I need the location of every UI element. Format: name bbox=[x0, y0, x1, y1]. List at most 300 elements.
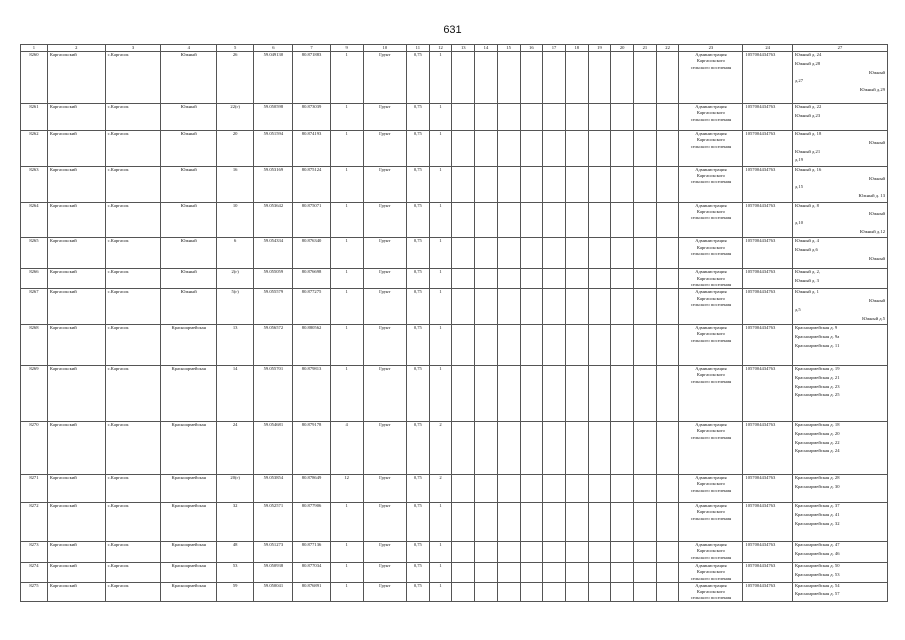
empty-cell bbox=[452, 131, 475, 167]
column-header: 9 bbox=[330, 45, 363, 52]
owner-line: сельского поселения bbox=[690, 250, 732, 256]
owner-line: сельского поселения bbox=[690, 554, 732, 560]
street-cell: Красноармейская bbox=[161, 366, 217, 422]
table-row bbox=[21, 166, 888, 202]
owner-line: Администрация bbox=[695, 563, 727, 569]
surface-cell: Грунт bbox=[363, 563, 406, 583]
surface-cell: Грунт bbox=[363, 366, 406, 422]
ogrn-cell: 1057004434763 bbox=[743, 366, 793, 422]
owner-line: сельского поселения bbox=[690, 64, 732, 70]
longitude-cell: 80.880562 bbox=[293, 325, 330, 366]
empty-cell bbox=[520, 366, 543, 422]
empty-cell bbox=[520, 269, 543, 289]
row-number-cell: 8268 bbox=[21, 325, 48, 366]
table-row bbox=[21, 289, 888, 325]
owner-cell bbox=[679, 202, 743, 238]
district-cell: Каргасокский bbox=[47, 475, 105, 503]
street-cell: Красноармейская bbox=[161, 542, 217, 563]
container-count-cell: 1 bbox=[429, 202, 452, 238]
house-cell: 53 bbox=[217, 563, 254, 583]
empty-cell bbox=[452, 269, 475, 289]
column-header: 23 bbox=[679, 45, 743, 52]
served-addresses-cell bbox=[792, 366, 887, 422]
served-addresses-cell bbox=[792, 475, 887, 503]
locality-cell: с.Каргасок bbox=[105, 269, 161, 289]
empty-cell bbox=[656, 325, 679, 366]
address-line: Южный д. 13 bbox=[858, 193, 885, 198]
served-addresses-cell bbox=[792, 238, 887, 269]
empty-cell bbox=[634, 269, 657, 289]
address-line: Красноармейская д. 54 bbox=[794, 582, 840, 588]
longitude-cell: 80.879178 bbox=[293, 422, 330, 475]
owner-line: сельского поселения bbox=[690, 378, 732, 384]
empty-cell bbox=[452, 166, 475, 202]
surface-cell: Грунт bbox=[363, 475, 406, 503]
street-cell: Южный bbox=[161, 166, 217, 202]
locality-cell: с.Каргасок bbox=[105, 422, 161, 475]
street-cell: Красноармейская bbox=[161, 563, 217, 583]
empty-cell bbox=[611, 269, 634, 289]
street-cell: Южный bbox=[161, 131, 217, 167]
empty-cell bbox=[497, 166, 520, 202]
district-cell: Каргасокский bbox=[47, 563, 105, 583]
address-line: Красноармейская д. 57 bbox=[794, 591, 840, 597]
empty-cell bbox=[588, 52, 611, 104]
district-cell: Каргасокский bbox=[47, 582, 105, 602]
empty-cell bbox=[588, 166, 611, 202]
column-header: 20 bbox=[611, 45, 634, 52]
empty-cell bbox=[611, 238, 634, 269]
longitude-cell: 80.877275 bbox=[293, 289, 330, 325]
table-row bbox=[21, 563, 888, 583]
empty-cell bbox=[611, 325, 634, 366]
header-row bbox=[21, 45, 888, 52]
locality-cell: с.Каргасок bbox=[105, 563, 161, 583]
owner-line: Каргасокского bbox=[696, 295, 725, 301]
table-row bbox=[21, 131, 888, 167]
owner-line: Каргасокского bbox=[696, 428, 725, 434]
table-row bbox=[21, 269, 888, 289]
container-count-cell: 2 bbox=[429, 475, 452, 503]
latitude-cell: 59.051273 bbox=[254, 542, 293, 563]
empty-cell bbox=[543, 422, 566, 475]
empty-cell bbox=[520, 104, 543, 131]
address-line: Южный д. 16 bbox=[794, 166, 822, 172]
address-line: Южный д. 1 bbox=[794, 289, 819, 295]
empty-cell bbox=[611, 202, 634, 238]
empty-cell bbox=[452, 366, 475, 422]
row-number-cell: 8271 bbox=[21, 475, 48, 503]
empty-cell bbox=[520, 52, 543, 104]
owner-line: сельского поселения bbox=[690, 337, 732, 343]
empty-cell bbox=[497, 422, 520, 475]
empty-cell bbox=[588, 238, 611, 269]
address-line: Красноармейская д. 23 bbox=[794, 383, 840, 389]
empty-cell bbox=[497, 563, 520, 583]
served-addresses-cell bbox=[792, 104, 887, 131]
volume-cell: 0,75 bbox=[406, 422, 429, 475]
served-addresses-cell bbox=[792, 166, 887, 202]
address-line: Южный д. 2, bbox=[794, 269, 821, 275]
empty-cell bbox=[656, 52, 679, 104]
street-cell: Южный bbox=[161, 202, 217, 238]
served-addresses-cell bbox=[792, 582, 887, 602]
empty-cell bbox=[611, 563, 634, 583]
ogrn-cell: 1057004434763 bbox=[743, 422, 793, 475]
column-header: 27 bbox=[792, 45, 887, 52]
address-line: Южный bbox=[869, 298, 885, 304]
owner-line: Администрация bbox=[695, 542, 727, 548]
address-line: Красноармейская д. 21 bbox=[794, 374, 840, 380]
row-number-cell: 8274 bbox=[21, 563, 48, 583]
quantity-cell: 1 bbox=[330, 269, 363, 289]
empty-cell bbox=[565, 542, 588, 563]
empty-cell bbox=[543, 503, 566, 542]
ogrn-cell: 1057004434763 bbox=[743, 563, 793, 583]
column-header: 2 bbox=[47, 45, 105, 52]
address-line: Южный bbox=[869, 255, 885, 261]
owner-line: Каргасокского bbox=[696, 173, 725, 179]
empty-cell bbox=[588, 366, 611, 422]
empty-cell bbox=[452, 52, 475, 104]
address-line: Южный bbox=[869, 69, 885, 75]
ogrn-cell: 1057004434763 bbox=[743, 542, 793, 563]
address-line: Южный д. 4 bbox=[794, 238, 819, 244]
longitude-cell: 80.873039 bbox=[293, 104, 330, 131]
latitude-cell: 59.050598 bbox=[254, 104, 293, 131]
street-cell: Красноармейская bbox=[161, 582, 217, 602]
address-line: Южный д.6 bbox=[794, 247, 818, 253]
street-cell: Южный bbox=[161, 52, 217, 104]
district-cell: Каргасокский bbox=[47, 503, 105, 542]
locality-cell: с.Каргасок bbox=[105, 52, 161, 104]
empty-cell bbox=[497, 238, 520, 269]
empty-cell bbox=[634, 131, 657, 167]
quantity-cell: 1 bbox=[330, 582, 363, 602]
volume-cell: 0,75 bbox=[406, 563, 429, 583]
empty-cell bbox=[588, 475, 611, 503]
empty-cell bbox=[497, 52, 520, 104]
served-addresses-cell bbox=[792, 325, 887, 366]
table-row bbox=[21, 52, 888, 104]
empty-cell bbox=[452, 104, 475, 131]
owner-line: сельского поселения bbox=[690, 301, 732, 307]
quantity-cell: 1 bbox=[330, 202, 363, 238]
volume-cell: 0,75 bbox=[406, 269, 429, 289]
empty-cell bbox=[452, 422, 475, 475]
volume-cell: 0,75 bbox=[406, 289, 429, 325]
empty-cell bbox=[520, 475, 543, 503]
address-line: д.27 bbox=[794, 78, 804, 84]
empty-cell bbox=[634, 563, 657, 583]
street-cell: Южный bbox=[161, 289, 217, 325]
latitude-cell: 59.051594 bbox=[254, 131, 293, 167]
column-header: 16 bbox=[520, 45, 543, 52]
empty-cell bbox=[543, 52, 566, 104]
empty-cell bbox=[497, 131, 520, 167]
column-header: 10 bbox=[363, 45, 406, 52]
empty-cell bbox=[656, 289, 679, 325]
owner-line: Администрация bbox=[695, 166, 727, 172]
column-header: 22 bbox=[656, 45, 679, 52]
address-line: Южный д.5 bbox=[862, 315, 885, 321]
owner-line: сельского поселения bbox=[690, 595, 732, 601]
empty-cell bbox=[475, 582, 498, 602]
empty-cell bbox=[543, 366, 566, 422]
empty-cell bbox=[588, 104, 611, 131]
row-number-cell: 8260 bbox=[21, 52, 48, 104]
house-cell: 20 bbox=[217, 131, 254, 167]
empty-cell bbox=[520, 325, 543, 366]
column-header: 14 bbox=[475, 45, 498, 52]
owner-line: Администрация bbox=[695, 289, 727, 295]
owner-cell bbox=[679, 131, 743, 167]
row-number-cell: 8265 bbox=[21, 238, 48, 269]
owner-line: Каргасокского bbox=[696, 548, 725, 554]
empty-cell bbox=[452, 202, 475, 238]
empty-cell bbox=[634, 475, 657, 503]
empty-cell bbox=[656, 475, 679, 503]
owner-line: Каргасокского bbox=[696, 481, 725, 487]
empty-cell bbox=[634, 52, 657, 104]
house-cell: 32 bbox=[217, 503, 254, 542]
empty-cell bbox=[475, 104, 498, 131]
container-count-cell: 2 bbox=[429, 422, 452, 475]
owner-line: сельского поселения bbox=[690, 515, 732, 521]
empty-cell bbox=[634, 238, 657, 269]
empty-cell bbox=[565, 52, 588, 104]
address-line: Красноармейская д. 24 bbox=[794, 448, 840, 454]
empty-cell bbox=[452, 325, 475, 366]
surface-cell: Грунт bbox=[363, 542, 406, 563]
address-line: Красноармейская д. 19 bbox=[794, 366, 840, 372]
served-addresses-cell bbox=[792, 563, 887, 583]
owner-line: Администрация bbox=[695, 269, 727, 275]
address-line: Красноармейская д. 30 bbox=[794, 483, 840, 489]
ogrn-cell: 1057004434763 bbox=[743, 202, 793, 238]
latitude-cell: 59.054334 bbox=[254, 238, 293, 269]
empty-cell bbox=[565, 269, 588, 289]
empty-cell bbox=[475, 166, 498, 202]
locality-cell: с.Каргасок bbox=[105, 289, 161, 325]
address-line: Южный д. 24 bbox=[794, 52, 822, 58]
table-row bbox=[21, 475, 888, 503]
empty-cell bbox=[656, 422, 679, 475]
address-line: Южный bbox=[869, 175, 885, 181]
owner-cell bbox=[679, 104, 743, 131]
container-count-cell: 1 bbox=[429, 325, 452, 366]
empty-cell bbox=[452, 582, 475, 602]
empty-cell bbox=[543, 325, 566, 366]
empty-cell bbox=[611, 582, 634, 602]
quantity-cell: 4 bbox=[330, 422, 363, 475]
quantity-cell: 1 bbox=[330, 503, 363, 542]
longitude-cell: 80.877906 bbox=[293, 503, 330, 542]
column-header: 1 bbox=[21, 45, 48, 52]
empty-cell bbox=[611, 422, 634, 475]
registry-table bbox=[20, 44, 888, 602]
volume-cell: 0,75 bbox=[406, 542, 429, 563]
empty-cell bbox=[611, 166, 634, 202]
house-cell: 26 bbox=[217, 52, 254, 104]
address-line: д.19 bbox=[794, 157, 804, 163]
longitude-cell: 80.878649 bbox=[293, 475, 330, 503]
empty-cell bbox=[588, 542, 611, 563]
row-number-cell: 8264 bbox=[21, 202, 48, 238]
empty-cell bbox=[520, 503, 543, 542]
locality-cell: с.Каргасок bbox=[105, 202, 161, 238]
latitude-cell: 59.055701 bbox=[254, 366, 293, 422]
ogrn-cell: 1057004434763 bbox=[743, 52, 793, 104]
surface-cell: Грунт bbox=[363, 104, 406, 131]
owner-cell bbox=[679, 542, 743, 563]
latitude-cell: 59.056572 bbox=[254, 325, 293, 366]
served-addresses-cell bbox=[792, 52, 887, 104]
street-cell: Красноармейская bbox=[161, 475, 217, 503]
row-number-cell: 8263 bbox=[21, 166, 48, 202]
locality-cell: с.Каргасок bbox=[105, 166, 161, 202]
longitude-cell: 80.877136 bbox=[293, 542, 330, 563]
volume-cell: 0,75 bbox=[406, 166, 429, 202]
empty-cell bbox=[475, 475, 498, 503]
latitude-cell: 59.055579 bbox=[254, 289, 293, 325]
owner-line: Каргасокского bbox=[696, 110, 725, 116]
row-number-cell: 8267 bbox=[21, 289, 48, 325]
latitude-cell: 59.050938 bbox=[254, 563, 293, 583]
house-cell: 14 bbox=[217, 366, 254, 422]
owner-line: Каргасокского bbox=[696, 208, 725, 214]
empty-cell bbox=[656, 269, 679, 289]
empty-cell bbox=[656, 202, 679, 238]
empty-cell bbox=[497, 366, 520, 422]
empty-cell bbox=[497, 582, 520, 602]
empty-cell bbox=[611, 542, 634, 563]
column-header: 21 bbox=[634, 45, 657, 52]
empty-cell bbox=[588, 422, 611, 475]
row-number-cell: 8270 bbox=[21, 422, 48, 475]
table-row bbox=[21, 366, 888, 422]
served-addresses-cell bbox=[792, 269, 887, 289]
ogrn-cell: 1057004434763 bbox=[743, 503, 793, 542]
address-line: Красноармейская д. 11 bbox=[794, 342, 840, 348]
address-line: Красноармейская д. 53 bbox=[794, 571, 840, 577]
owner-line: сельского поселения bbox=[690, 434, 732, 440]
address-line: Южный д.21 bbox=[794, 148, 821, 154]
district-cell: Каргасокский bbox=[47, 202, 105, 238]
owner-line: сельского поселения bbox=[690, 116, 732, 122]
served-addresses-cell bbox=[792, 202, 887, 238]
empty-cell bbox=[497, 475, 520, 503]
owner-line: Администрация bbox=[695, 582, 727, 588]
table-row bbox=[21, 202, 888, 238]
empty-cell bbox=[565, 422, 588, 475]
column-header: 19 bbox=[588, 45, 611, 52]
address-line: Южный bbox=[869, 211, 885, 217]
surface-cell: Грунт bbox=[363, 52, 406, 104]
empty-cell bbox=[497, 104, 520, 131]
container-count-cell: 1 bbox=[429, 503, 452, 542]
empty-cell bbox=[611, 52, 634, 104]
empty-cell bbox=[475, 563, 498, 583]
volume-cell: 0,75 bbox=[406, 104, 429, 131]
container-count-cell: 1 bbox=[429, 269, 452, 289]
volume-cell: 0,75 bbox=[406, 503, 429, 542]
longitude-cell: 80.877034 bbox=[293, 563, 330, 583]
empty-cell bbox=[497, 503, 520, 542]
empty-cell bbox=[475, 422, 498, 475]
empty-cell bbox=[565, 582, 588, 602]
table-row bbox=[21, 542, 888, 563]
served-addresses-cell bbox=[792, 422, 887, 475]
latitude-cell: 59.053642 bbox=[254, 202, 293, 238]
house-cell: 59 bbox=[217, 582, 254, 602]
row-number-cell: 8262 bbox=[21, 131, 48, 167]
empty-cell bbox=[588, 269, 611, 289]
street-cell: Красноармейская bbox=[161, 325, 217, 366]
address-line: Южный д.29 bbox=[859, 86, 885, 92]
address-line: Красноармейская д. 9 bbox=[794, 325, 838, 331]
address-line: Красноармейская д. 37 bbox=[794, 503, 840, 509]
house-cell: 6 bbox=[217, 238, 254, 269]
district-cell: Каргасокский bbox=[47, 104, 105, 131]
owner-cell bbox=[679, 325, 743, 366]
ogrn-cell: 1057004434763 bbox=[743, 289, 793, 325]
owner-line: Каргасокского bbox=[696, 58, 725, 64]
empty-cell bbox=[634, 104, 657, 131]
empty-cell bbox=[588, 563, 611, 583]
empty-cell bbox=[475, 52, 498, 104]
owner-line: Каргасокского bbox=[696, 331, 725, 337]
column-header: 12 bbox=[429, 45, 452, 52]
quantity-cell: 1 bbox=[330, 366, 363, 422]
empty-cell bbox=[656, 166, 679, 202]
owner-line: сельского поселения bbox=[690, 575, 732, 581]
empty-cell bbox=[565, 131, 588, 167]
district-cell: Каргасокский bbox=[47, 166, 105, 202]
address-line: Южный д. 8 bbox=[794, 202, 819, 208]
locality-cell: с.Каргасок bbox=[105, 475, 161, 503]
table-row bbox=[21, 582, 888, 602]
empty-cell bbox=[520, 542, 543, 563]
empty-cell bbox=[520, 563, 543, 583]
street-cell: Красноармейская bbox=[161, 503, 217, 542]
district-cell: Каргасокский bbox=[47, 422, 105, 475]
empty-cell bbox=[634, 422, 657, 475]
volume-cell: 0,75 bbox=[406, 202, 429, 238]
owner-cell bbox=[679, 563, 743, 583]
district-cell: Каргасокский bbox=[47, 542, 105, 563]
ogrn-cell: 1057004434763 bbox=[743, 269, 793, 289]
empty-cell bbox=[588, 325, 611, 366]
empty-cell bbox=[565, 325, 588, 366]
volume-cell: 0,75 bbox=[406, 325, 429, 366]
surface-cell: Грунт bbox=[363, 202, 406, 238]
empty-cell bbox=[543, 289, 566, 325]
quantity-cell: 1 bbox=[330, 52, 363, 104]
empty-cell bbox=[611, 503, 634, 542]
address-line: д.15 bbox=[794, 184, 804, 190]
district-cell: Каргасокский bbox=[47, 269, 105, 289]
quantity-cell: 1 bbox=[330, 166, 363, 202]
empty-cell bbox=[452, 563, 475, 583]
quantity-cell: 1 bbox=[330, 131, 363, 167]
volume-cell: 0,75 bbox=[406, 582, 429, 602]
container-count-cell: 1 bbox=[429, 166, 452, 202]
owner-cell bbox=[679, 582, 743, 602]
house-cell: 22(г) bbox=[217, 104, 254, 131]
table-row bbox=[21, 238, 888, 269]
address-line: Красноармейская д. 20 bbox=[794, 430, 840, 436]
